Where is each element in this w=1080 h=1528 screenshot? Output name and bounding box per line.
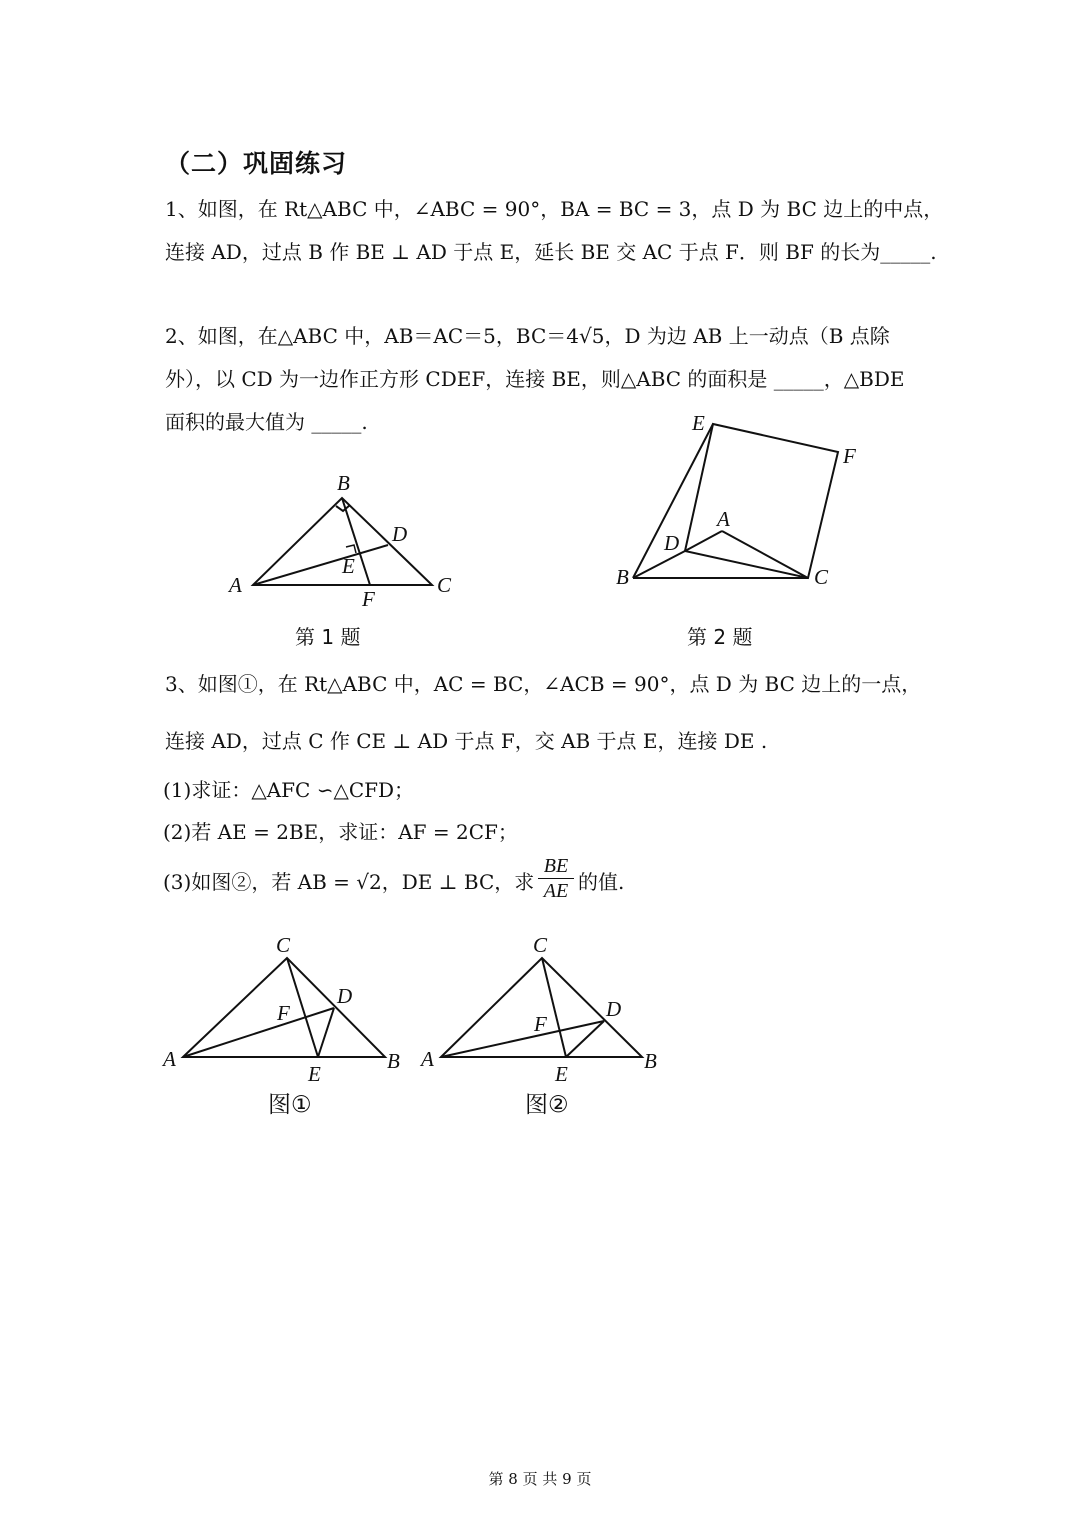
fig2-label-b: B <box>616 565 629 589</box>
fig1-label-c: C <box>437 573 452 597</box>
fig3-label-a: A <box>163 1047 176 1071</box>
fig3-label-b: B <box>387 1049 400 1073</box>
problem-1-line-1: 1、如图，在 Rt△ABC 中，∠ABC = 90°，BA = BC = 3，点 D 为 BC 边上的中点， <box>165 197 944 221</box>
problem-3-line-1: 3、如图①，在 Rt△ABC 中，AC = BC，∠ACB = 90°，点 D 为 BC 边上的一点， <box>165 672 922 696</box>
fig4-label-a: A <box>421 1047 434 1071</box>
fig1-label-a: A <box>229 573 242 597</box>
figure-3 <box>160 928 410 1088</box>
figure-1-caption: 第 1 题 <box>295 625 361 649</box>
fraction-be-over-ae <box>538 855 574 902</box>
problem-3-question-2: (2)若 AE = 2BE，求证：AF = 2CF； <box>163 820 518 844</box>
fig4-label-c: C <box>533 933 548 957</box>
figure-2-caption: 第 2 题 <box>687 625 753 649</box>
fig4-label-f: F <box>534 1012 547 1036</box>
figure-3-caption: 图① <box>268 1092 312 1118</box>
fig1-label-d: D <box>392 522 408 546</box>
figure-4-caption: 图② <box>525 1092 569 1118</box>
fig2-label-d: D <box>664 531 680 555</box>
fraction-numerator: BE <box>543 855 569 877</box>
fraction-denominator: AE <box>543 880 569 902</box>
figure-1 <box>220 468 470 618</box>
problem-3-question-3: (3)如图②，若 AB = √2，DE ⊥ BC，求 <box>163 870 535 894</box>
problem-3-line-2: 连接 AD，过点 C 作 CE ⊥ AD 于点 F，交 AB 于点 E，连接 DE . <box>165 729 768 753</box>
problem-2-line-2: 外），以 CD 为一边作正方形 CDEF，连接 BE，则△ABC 的面积是 _____，△BDE <box>165 367 905 391</box>
section-title: （二）巩固练习 <box>165 149 348 178</box>
fig4-label-d: D <box>606 997 622 1021</box>
figure-2 <box>610 405 870 595</box>
problem-3-question-3-tail: 的值. <box>578 870 625 894</box>
fig2-label-a: A <box>717 507 730 531</box>
fig1-label-e: E <box>342 554 355 578</box>
fig2-label-f: F <box>843 444 856 468</box>
fig3-label-c: C <box>276 933 291 957</box>
fig3-label-e: E <box>308 1062 321 1086</box>
fig2-label-c: C <box>814 565 829 589</box>
fig2-label-e: E <box>692 411 705 435</box>
problem-2-line-3: 面积的最大值为 _____. <box>165 410 368 434</box>
fraction-bar <box>538 878 574 879</box>
fig3-label-f: F <box>277 1001 290 1025</box>
problem-3-question-1: (1)求证：△AFC ∽△CFD； <box>163 778 415 802</box>
fig4-label-b: B <box>644 1049 657 1073</box>
fig1-label-f: F <box>362 587 375 611</box>
problem-2-line-1: 2、如图，在△ABC 中，AB＝AC＝5，BC＝4√5，D 为边 AB 上一动点（B 点除 <box>165 324 890 348</box>
figure-4 <box>418 928 668 1088</box>
fig1-label-b: B <box>337 471 350 495</box>
problem-1-line-2: 连接 AD，过点 B 作 BE ⊥ AD 于点 E，延长 BE 交 AC 于点 F．则 BF 的长为_____. <box>165 240 937 264</box>
fig3-label-d: D <box>337 984 353 1008</box>
fig4-label-e: E <box>555 1062 568 1086</box>
page-number: 第 8 页 共 9 页 <box>488 1470 592 1488</box>
